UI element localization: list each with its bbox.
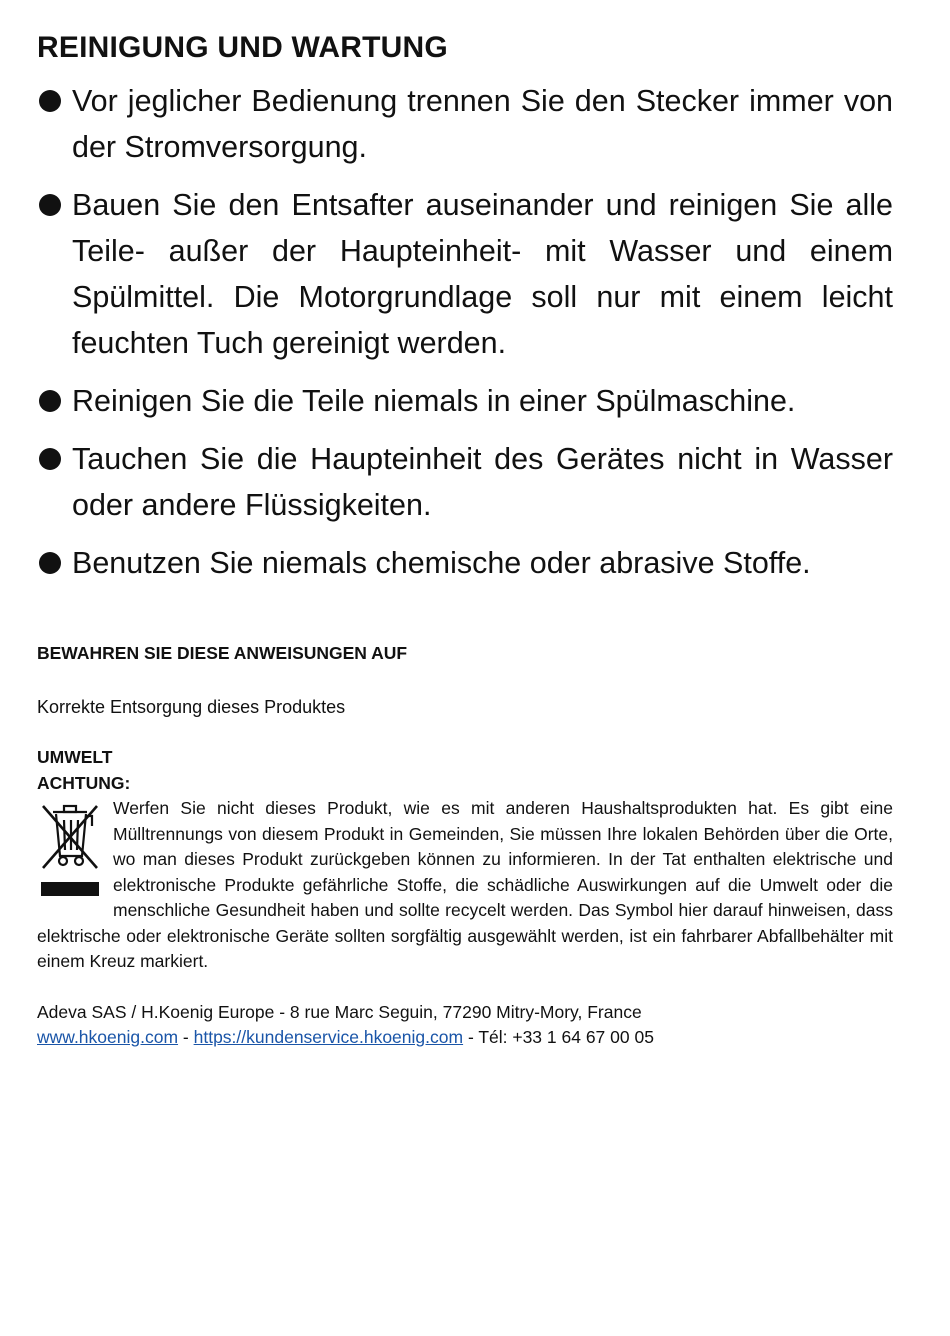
manual-page bbox=[37, 22, 893, 1051]
list-item-text: Reinigen Sie die Teile niemals in einer Spülmaschine. bbox=[72, 384, 796, 418]
bullet-icon bbox=[39, 552, 61, 574]
save-instructions-heading: BEWAHREN SIE DIESE ANWEISUNGEN AUF bbox=[37, 643, 408, 663]
list-item-text: Benutzen Sie niemals chemische oder abrasive Stoffe. bbox=[72, 546, 811, 580]
disposal-heading: Korrekte Entsorgung dieses Produktes bbox=[37, 697, 346, 717]
link-separator: - bbox=[178, 1027, 194, 1047]
bullet-icon bbox=[39, 390, 61, 412]
company-address: Adeva SAS / H.Koenig Europe - 8 rue Marc Seguin, 77290 Mitry-Mory, France bbox=[37, 1001, 642, 1022]
disposal-text: Werfen Sie nicht dieses Produkt, wie es mit anderen Haushaltsprodukten hat. Es gibt eine Mülltrennungs von diesem Produkt in Gemeinden, Sie müssen Ihre lokalen Behörden über die Orte, wo man dieses Produkt zurückgeben können zu informieren. In der Tat enthalten elektrische und elektronische Produkte gefährliche Stoffe, die schädliche Auswirkungen auf die Umwelt oder die menschliche Gesundheit haben und sollte recycelt werden. Das Symbol hier darauf hinweisen, dass elektrische oder elektronische Geräte sollten sorgfältig ausgewählt werden, ist ein fahrbarer Abfallbehälter mit einem Kreuz markiert. bbox=[37, 798, 893, 971]
cleaning-title: REINIGUNG UND WARTUNG bbox=[37, 31, 448, 64]
list-item-text: Vor jeglicher Bedienung trennen Sie den Stecker immer von der Stromversorgung. bbox=[72, 84, 893, 164]
list-item bbox=[37, 540, 893, 586]
weee-bar bbox=[41, 882, 99, 896]
disposal-block bbox=[37, 796, 893, 975]
list-item-text: Tauchen Sie die Haupteinheit des Gerätes nicht in Wasser oder andere Flüssigkeiten. bbox=[72, 442, 893, 522]
contact-block bbox=[37, 1000, 893, 1051]
warning-label: ACHTUNG: bbox=[37, 773, 131, 793]
list-item-text: Bauen Sie den Entsafter auseinander und reinigen Sie alle Teile- außer der Haupteinheit- mit Wasser und einem Spülmittel. Die Motorgrundlage soll nur mit einem leicht feuchten Tuch gereinigt werden. bbox=[72, 188, 893, 360]
crossed-out-wheelie-bin-icon bbox=[37, 800, 107, 910]
bullet-icon bbox=[39, 448, 61, 470]
list-item bbox=[37, 436, 893, 528]
cleaning-list bbox=[37, 78, 893, 586]
list-item bbox=[37, 378, 893, 424]
website-link[interactable]: www.hkoenig.com bbox=[37, 1027, 179, 1047]
customer-service-link[interactable]: https://kundenservice.hkoenig.com bbox=[193, 1027, 464, 1047]
list-item bbox=[37, 78, 893, 170]
environment-label: UMWELT bbox=[37, 747, 113, 767]
environment-heading bbox=[37, 744, 893, 796]
list-item bbox=[37, 182, 893, 366]
contact-links bbox=[37, 1025, 893, 1051]
bullet-icon bbox=[39, 90, 61, 112]
bullet-icon bbox=[39, 194, 61, 216]
phone-number: - Tél: +33 1 64 67 00 05 bbox=[463, 1027, 654, 1047]
